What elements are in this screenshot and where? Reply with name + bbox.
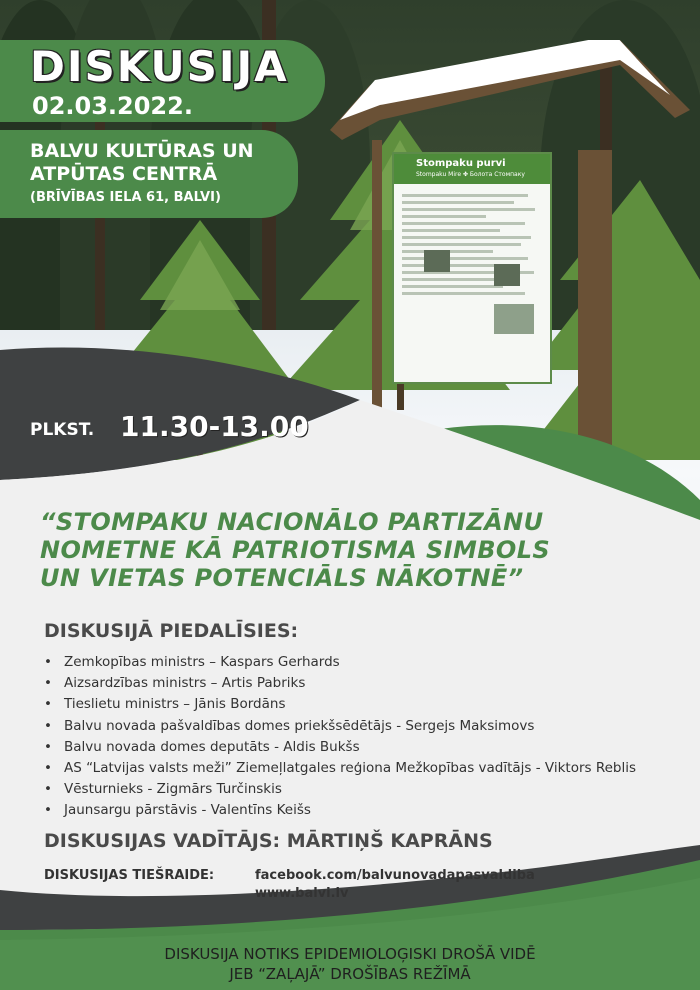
participant-name: AS “Latvijas valsts meži” Ziemeļlatgales reģiona Mežkopības vadītājs - Viktors Reblis (64, 759, 637, 776)
topic-line: UN VIETAS POTENCIĀLS NĀKOTNĒ” (40, 564, 524, 592)
safety-note-line-2: JEB “ZAĻAJĀ” DROŠĪBAS REŽĪMĀ (229, 965, 471, 983)
safety-note-line-1: DISKUSIJA NOTIKS EPIDEMIOLOĢISKI DROŠĀ VIDĒ (164, 945, 536, 963)
participant-name: Jaunsargu pārstāvis - Valentīns Keišs (64, 802, 311, 819)
participant-name: Aizsardzības ministrs – Artis Pabriks (64, 675, 306, 692)
list-item: • AS “Latvijas valsts meži” Ziemeļlatgales reģiona Mežkopības vadītājs - Viktors Reblis (44, 759, 637, 776)
event-date: 02.03.2022. (32, 92, 193, 120)
list-item: • Balvu novada domes deputāts - Aldis Bukšs (44, 738, 360, 755)
sign-title: Stompaku purvi (416, 158, 506, 169)
stream-label: DISKUSIJAS TIEŠRAIDE: (44, 868, 215, 883)
participant-name: Zemkopības ministrs – Kaspars Gerhards (64, 654, 340, 670)
participants-list (44, 652, 636, 822)
participants-heading: DISKUSIJĀ PIEDALĪSIES: (44, 620, 299, 642)
list-item: • Vēsturnieks - Zigmārs Turčinskis (44, 781, 282, 798)
moderator: DISKUSIJAS VADĪTĀJS: MĀRTIŅŠ KAPRĀNS (44, 830, 493, 852)
event-time: 11.30-13.00 (120, 410, 309, 443)
list-item: • Aizsardzības ministrs – Artis Pabriks (44, 675, 306, 692)
venue-line-1: BALVU KULTŪRAS UN (30, 140, 254, 162)
sign-subtitle: Stompaku Mire ✤ Болота Стомпаку (416, 171, 525, 178)
list-item: • Tieslietu ministrs – Jānis Bordāns (44, 696, 286, 713)
poster-title: DISKUSIJA (30, 42, 289, 91)
list-item: • Balvu novada pašvaldības domes priekšsēdētājs - Sergejs Maksimovs (44, 717, 535, 734)
participant-name: Balvu novada domes deputāts - Aldis Bukšs (64, 738, 360, 755)
participant-name: Tieslietu ministrs – Jānis Bordāns (64, 696, 286, 713)
topic-line: NOMETNE KĀ PATRIOTISMA SIMBOLS (40, 536, 551, 564)
participant-name: Balvu novada pašvaldības domes priekšsēdētājs - Sergejs Maksimovs (64, 717, 535, 734)
discussion-topic (40, 508, 680, 592)
topic-line: “STOMPAKU NACIONĀLO PARTIZĀNU (40, 508, 544, 536)
time-label: PLKST. (30, 420, 95, 440)
participant-name: Vēsturnieks - Zigmārs Turčinskis (64, 781, 282, 798)
facebook-link[interactable]: facebook.com/balvunovadapasvaldiba (255, 868, 535, 883)
list-item: • Zemkopības ministrs – Kaspars Gerhards (44, 654, 340, 670)
sign-roof (330, 40, 690, 140)
venue-line-2: ATPŪTAS CENTRĀ (30, 163, 218, 185)
venue-address: (BRĪVĪBAS IELA 61, BALVI) (30, 190, 221, 205)
list-item: • Jaunsargu pārstāvis - Valentīns Keišs (44, 802, 311, 819)
website-link[interactable]: www.balvi.lv (255, 886, 349, 901)
